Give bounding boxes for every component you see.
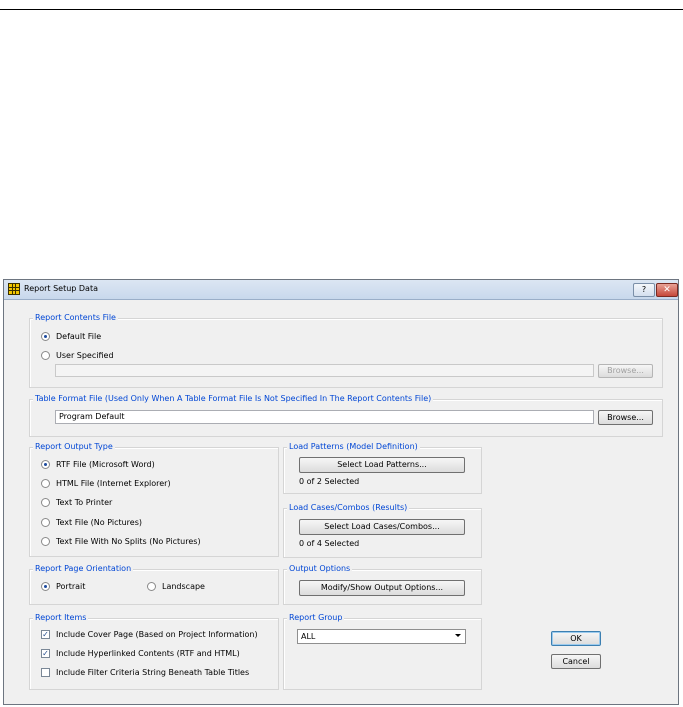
output-type-label-rtf: RTF File (Microsoft Word): [56, 460, 155, 469]
filter-criteria-label: Include Filter Criteria String Beneath Table Titles: [56, 668, 250, 677]
report-items-group: [29, 613, 279, 690]
close-button[interactable]: ✕: [656, 283, 678, 297]
output-type-label-printer: Text To Printer: [56, 498, 113, 507]
load-patterns-group: [283, 442, 482, 494]
cover-page-checkbox[interactable]: ✓: [42, 630, 49, 639]
table-format-browse-button[interactable]: Browse...: [598, 410, 653, 425]
cancel-button[interactable]: Cancel: [551, 654, 601, 669]
chevron-down-icon: [455, 634, 461, 637]
output-type-legend: Report Output Type: [35, 442, 113, 451]
output-type-radio-html[interactable]: [41, 479, 50, 488]
app-grid-icon: [8, 283, 20, 295]
load-patterns-status: 0 of 2 Selected: [299, 477, 360, 486]
help-button[interactable]: ?: [633, 283, 655, 297]
orientation-group: [29, 564, 279, 605]
output-type-radio-text[interactable]: [41, 518, 50, 527]
portrait-radio[interactable]: [41, 582, 50, 591]
title-bar: [4, 280, 678, 300]
report-setup-dialog: [3, 279, 679, 705]
hyperlinked-contents-label: Include Hyperlinked Contents (RTF and HTML): [56, 649, 240, 658]
select-load-cases-button[interactable]: Select Load Cases/Combos...: [299, 519, 465, 535]
cover-page-label: Include Cover Page (Based on Project Information): [56, 630, 258, 639]
load-cases-status: 0 of 4 Selected: [299, 539, 360, 548]
table-format-legend: Table Format File (Used Only When A Table Format File Is Not Specified In The Report Contents File): [35, 394, 432, 403]
output-type-radio-rtf[interactable]: [41, 460, 50, 469]
report-group-dropdown[interactable]: [297, 629, 466, 644]
select-load-patterns-button[interactable]: Select Load Patterns...: [299, 457, 465, 473]
filter-criteria-checkbox[interactable]: [41, 668, 50, 677]
output-type-group: [29, 442, 279, 557]
table-format-field[interactable]: Program Default: [55, 410, 594, 424]
output-options-legend: Output Options: [289, 564, 351, 573]
ok-button[interactable]: OK: [551, 631, 601, 646]
output-type-label-html: HTML File (Internet Explorer): [56, 479, 171, 488]
report-group-group: [283, 613, 482, 690]
portrait-label: Portrait: [56, 582, 86, 591]
hyperlinked-contents-checkbox[interactable]: ✓: [42, 649, 49, 658]
report-group-value: ALL: [301, 632, 316, 641]
default-file-radio[interactable]: [41, 332, 50, 341]
default-file-label: Default File: [56, 332, 102, 341]
output-options-group: [283, 564, 482, 605]
output-type-radio-printer[interactable]: [41, 498, 50, 507]
load-cases-group: [283, 503, 482, 558]
contents-file-group: [29, 313, 663, 388]
window-title: Report Setup Data: [24, 284, 98, 293]
report-items-legend: Report Items: [35, 613, 87, 622]
output-type-label-text-nosplit: Text File With No Splits (No Pictures): [56, 537, 201, 546]
user-specified-label: User Specified: [56, 351, 114, 360]
contents-file-path-field[interactable]: [55, 364, 594, 377]
landscape-radio[interactable]: [147, 582, 156, 591]
modify-output-options-button[interactable]: Modify/Show Output Options...: [299, 580, 465, 596]
output-type-radio-text-nosplit[interactable]: [41, 537, 50, 546]
user-specified-radio[interactable]: [41, 351, 50, 360]
load-patterns-legend: Load Patterns (Model Definition): [289, 442, 418, 451]
output-type-label-text: Text File (No Pictures): [56, 518, 142, 527]
report-group-legend: Report Group: [289, 613, 343, 622]
landscape-label: Landscape: [162, 582, 205, 591]
contents-browse-button[interactable]: Browse...: [598, 364, 653, 378]
page-rule: [0, 9, 683, 10]
load-cases-legend: Load Cases/Combos (Results): [289, 503, 408, 512]
contents-file-legend: Report Contents File: [35, 313, 116, 322]
table-format-group: [29, 394, 663, 437]
orientation-legend: Report Page Orientation: [35, 564, 132, 573]
